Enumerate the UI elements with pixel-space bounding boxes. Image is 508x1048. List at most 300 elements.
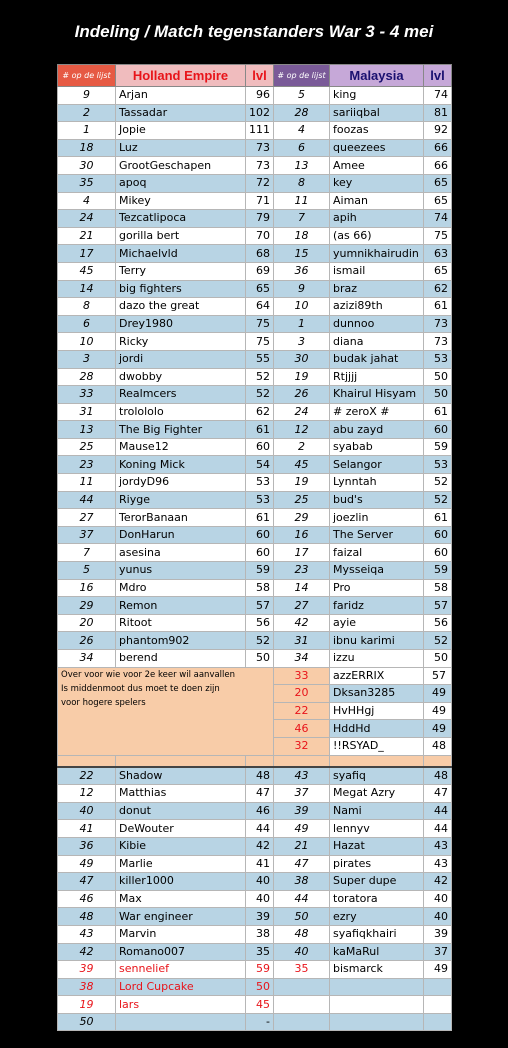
- table-row: [58, 491, 452, 509]
- level-holland: 35: [246, 943, 274, 961]
- gap-cell: [424, 755, 452, 767]
- player-holland: Tezcatlipoca: [116, 210, 246, 228]
- level-holland: 39: [246, 908, 274, 926]
- level-holland: 48: [246, 767, 274, 785]
- level-malaysia: 73: [424, 315, 452, 333]
- level-holland: 53: [246, 491, 274, 509]
- level-holland: 75: [246, 333, 274, 351]
- level-malaysia: 40: [424, 890, 452, 908]
- rank-right: 44: [274, 890, 330, 908]
- rank-left: 26: [58, 632, 116, 650]
- rank-left: 24: [58, 210, 116, 228]
- level-holland: 57: [246, 597, 274, 615]
- rank-right: 17: [274, 544, 330, 562]
- table-row: [58, 890, 452, 908]
- rank-right: 43: [274, 767, 330, 785]
- rank-right: 27: [274, 597, 330, 615]
- rank-right: 4: [274, 122, 330, 140]
- rank-right: 36: [274, 262, 330, 280]
- rank-right: 50: [274, 908, 330, 926]
- table-row: [58, 87, 452, 105]
- level-holland: 56: [246, 614, 274, 632]
- table-row: [58, 632, 452, 650]
- level-malaysia: 65: [424, 174, 452, 192]
- rank-right: 47: [274, 855, 330, 873]
- rank-right: 40: [274, 943, 330, 961]
- player-malaysia: Pro: [330, 579, 424, 597]
- rank-left: 3: [58, 350, 116, 368]
- player-malaysia: king: [330, 87, 424, 105]
- player-malaysia: izzu: [330, 650, 424, 668]
- gap-cell: [330, 755, 424, 767]
- table-row: [58, 767, 452, 785]
- level-malaysia: 74: [424, 210, 452, 228]
- level-holland: 41: [246, 855, 274, 873]
- rank-right: 24: [274, 403, 330, 421]
- player-holland: Terry: [116, 262, 246, 280]
- rank-right: [274, 1013, 330, 1031]
- level-malaysia: 62: [424, 280, 452, 298]
- table-row: [58, 1013, 452, 1031]
- player-malaysia: Megat Azry: [330, 785, 424, 803]
- gap-cell: [246, 755, 274, 767]
- player-malaysia: Aiman: [330, 192, 424, 210]
- level-holland: 54: [246, 456, 274, 474]
- player-holland: berend: [116, 650, 246, 668]
- player-malaysia: Khairul Hisyam: [330, 386, 424, 404]
- rank-left: 2: [58, 104, 116, 122]
- rank-right: 6: [274, 139, 330, 157]
- level-holland: 73: [246, 139, 274, 157]
- note-box: [58, 667, 274, 755]
- level-malaysia: 65: [424, 262, 452, 280]
- level-holland: 61: [246, 421, 274, 439]
- rank-left: 45: [58, 262, 116, 280]
- player-malaysia: ezry: [330, 908, 424, 926]
- rank-left: 9: [58, 87, 116, 105]
- player-malaysia: Amee: [330, 157, 424, 175]
- table-row: [58, 333, 452, 351]
- level-holland: 52: [246, 368, 274, 386]
- level-malaysia: 58: [424, 579, 452, 597]
- rank-left: 13: [58, 421, 116, 439]
- rank-right: 11: [274, 192, 330, 210]
- level-holland: 40: [246, 890, 274, 908]
- rank-right: 30: [274, 350, 330, 368]
- table-row: [58, 802, 452, 820]
- rank-right: 26: [274, 386, 330, 404]
- gap-cell: [116, 755, 246, 767]
- level-malaysia: 66: [424, 157, 452, 175]
- rank-left: 16: [58, 579, 116, 597]
- level-holland: 73: [246, 157, 274, 175]
- player-holland: jordyD96: [116, 474, 246, 492]
- table-row: [58, 438, 452, 456]
- player-malaysia: Mysseiqa: [330, 562, 424, 580]
- rank-left: 17: [58, 245, 116, 263]
- player-holland: dazo the great: [116, 298, 246, 316]
- player-malaysia: bismarck: [330, 961, 424, 979]
- spare-rank: 20: [274, 685, 330, 703]
- spare-rank: 46: [274, 720, 330, 738]
- note-line: Over voor wie voor 2e keer wil aanvallen: [61, 669, 236, 680]
- rank-header-right: # op de lijst: [274, 65, 330, 87]
- table-row: [58, 562, 452, 580]
- rank-right: 29: [274, 509, 330, 527]
- player-holland: Ritoot: [116, 614, 246, 632]
- level-holland: 68: [246, 245, 274, 263]
- player-malaysia: syafiqkhairi: [330, 925, 424, 943]
- player-malaysia: faizal: [330, 544, 424, 562]
- spare-player: !!RSYAD_: [330, 737, 424, 755]
- rank-right: 31: [274, 632, 330, 650]
- rank-right: 12: [274, 421, 330, 439]
- player-holland: DonHarun: [116, 526, 246, 544]
- level-malaysia: 50: [424, 650, 452, 668]
- player-malaysia: Nami: [330, 802, 424, 820]
- rank-left: 46: [58, 890, 116, 908]
- table-row: [58, 855, 452, 873]
- level-malaysia: 53: [424, 456, 452, 474]
- level-holland: 50: [246, 650, 274, 668]
- player-holland: Riyge: [116, 491, 246, 509]
- spare-level: 49: [424, 702, 452, 720]
- rank-left: 29: [58, 597, 116, 615]
- rank-left: 23: [58, 456, 116, 474]
- level-holland: 40: [246, 873, 274, 891]
- spare-rank: 33: [274, 667, 330, 685]
- rank-right: 1: [274, 315, 330, 333]
- player-malaysia: pirates: [330, 855, 424, 873]
- spare-rank: 22: [274, 702, 330, 720]
- level-malaysia: 57: [424, 597, 452, 615]
- level-holland: 75: [246, 315, 274, 333]
- rank-left: 8: [58, 298, 116, 316]
- player-holland: Kibie: [116, 837, 246, 855]
- level-malaysia: 49: [424, 961, 452, 979]
- level-malaysia: 73: [424, 333, 452, 351]
- player-malaysia: lennyv: [330, 820, 424, 838]
- rank-right: 39: [274, 802, 330, 820]
- rank-right: 19: [274, 368, 330, 386]
- player-holland: The Big Fighter: [116, 421, 246, 439]
- section-gap: [58, 755, 452, 767]
- war-match-table: [57, 64, 452, 1031]
- level-holland: 59: [246, 961, 274, 979]
- rank-right: 19: [274, 474, 330, 492]
- player-malaysia: kaMaRul: [330, 943, 424, 961]
- spare-level: 49: [424, 685, 452, 703]
- level-holland: 47: [246, 785, 274, 803]
- rank-right: 9: [274, 280, 330, 298]
- player-holland: gorilla bert: [116, 227, 246, 245]
- level-malaysia: 47: [424, 785, 452, 803]
- level-malaysia: 44: [424, 802, 452, 820]
- player-malaysia: bud's: [330, 491, 424, 509]
- table-row: [58, 925, 452, 943]
- level-malaysia: [424, 978, 452, 996]
- table-row: [58, 280, 452, 298]
- level-malaysia: 59: [424, 562, 452, 580]
- level-malaysia: 48: [424, 767, 452, 785]
- level-holland: 96: [246, 87, 274, 105]
- rank-right: 42: [274, 614, 330, 632]
- player-holland: Remon: [116, 597, 246, 615]
- player-malaysia: foozas: [330, 122, 424, 140]
- rank-right: 23: [274, 562, 330, 580]
- level-malaysia: 43: [424, 837, 452, 855]
- level-malaysia: 60: [424, 421, 452, 439]
- level-malaysia: 56: [424, 614, 452, 632]
- rank-right: 21: [274, 837, 330, 855]
- player-malaysia: budak jahat: [330, 350, 424, 368]
- spare-player: Dksan3285: [330, 685, 424, 703]
- gap-cell: [58, 755, 116, 767]
- rank-left: 5: [58, 562, 116, 580]
- level-malaysia: 81: [424, 104, 452, 122]
- player-malaysia: faridz: [330, 597, 424, 615]
- rank-left: 18: [58, 139, 116, 157]
- player-holland: Max: [116, 890, 246, 908]
- table-row: [58, 350, 452, 368]
- level-holland: 60: [246, 438, 274, 456]
- player-holland: Marlie: [116, 855, 246, 873]
- player-malaysia: [330, 996, 424, 1014]
- rank-left: 33: [58, 386, 116, 404]
- player-holland: GrootGeschapen: [116, 157, 246, 175]
- spare-player: HvHHgj: [330, 702, 424, 720]
- table-row: [58, 509, 452, 527]
- player-holland: asesina: [116, 544, 246, 562]
- page-title: Indeling / Match tegenstanders War 3 - 4 mei: [74, 22, 434, 41]
- level-holland: 61: [246, 509, 274, 527]
- table-row: [58, 403, 452, 421]
- player-malaysia: ayie: [330, 614, 424, 632]
- rank-right: 37: [274, 785, 330, 803]
- player-malaysia: abu zayd: [330, 421, 424, 439]
- rank-left: 21: [58, 227, 116, 245]
- table-row: [58, 597, 452, 615]
- table-row: [58, 245, 452, 263]
- rank-right: 14: [274, 579, 330, 597]
- table-row: [58, 421, 452, 439]
- player-holland: dwobby: [116, 368, 246, 386]
- table-row: [58, 157, 452, 175]
- player-holland: [116, 1013, 246, 1031]
- player-malaysia: apih: [330, 210, 424, 228]
- rank-left: 31: [58, 403, 116, 421]
- player-malaysia: Rtjjjj: [330, 368, 424, 386]
- level-malaysia: 37: [424, 943, 452, 961]
- player-holland: lars: [116, 996, 246, 1014]
- spare-rank: 32: [274, 737, 330, 755]
- table-row: [58, 873, 452, 891]
- player-holland: trolololo: [116, 403, 246, 421]
- spare-row: [58, 667, 452, 685]
- rank-right: 49: [274, 820, 330, 838]
- rank-left: 30: [58, 157, 116, 175]
- level-holland: 53: [246, 474, 274, 492]
- player-holland: phantom902: [116, 632, 246, 650]
- level-malaysia: 61: [424, 298, 452, 316]
- table-row: [58, 456, 452, 474]
- player-malaysia: diana: [330, 333, 424, 351]
- rank-right: 2: [274, 438, 330, 456]
- player-holland: Realmcers: [116, 386, 246, 404]
- rank-right: 16: [274, 526, 330, 544]
- rank-right: 8: [274, 174, 330, 192]
- rank-left: 19: [58, 996, 116, 1014]
- player-malaysia: Selangor: [330, 456, 424, 474]
- player-malaysia: [330, 1013, 424, 1031]
- player-holland: Romano007: [116, 943, 246, 961]
- rank-left: 49: [58, 855, 116, 873]
- gap-cell: [274, 755, 330, 767]
- player-malaysia: (as 66): [330, 227, 424, 245]
- rank-left: 27: [58, 509, 116, 527]
- team-holland-empire-header: Holland Empire: [116, 65, 246, 87]
- player-holland: donut: [116, 802, 246, 820]
- level-malaysia: 50: [424, 368, 452, 386]
- player-holland: Arjan: [116, 87, 246, 105]
- rank-left: 28: [58, 368, 116, 386]
- level-holland: 69: [246, 262, 274, 280]
- rank-right: [274, 996, 330, 1014]
- rank-right: 28: [274, 104, 330, 122]
- rank-right: 13: [274, 157, 330, 175]
- level-malaysia: 61: [424, 509, 452, 527]
- spare-player: azzERRIX: [330, 667, 424, 685]
- player-malaysia: Super dupe: [330, 873, 424, 891]
- level-holland: 60: [246, 526, 274, 544]
- table-row: [58, 961, 452, 979]
- level-holland: 52: [246, 632, 274, 650]
- player-malaysia: sariiqbal: [330, 104, 424, 122]
- level-holland: 44: [246, 820, 274, 838]
- rank-right: [274, 978, 330, 996]
- table-row: [58, 785, 452, 803]
- rank-left: 35: [58, 174, 116, 192]
- rank-right: 15: [274, 245, 330, 263]
- rank-right: 3: [274, 333, 330, 351]
- player-malaysia: key: [330, 174, 424, 192]
- level-malaysia: 75: [424, 227, 452, 245]
- player-holland: Mause12: [116, 438, 246, 456]
- note-line: Is middenmoot dus moet te doen zijn: [61, 683, 220, 694]
- rank-left: 20: [58, 614, 116, 632]
- level-holland: 71: [246, 192, 274, 210]
- level-malaysia: 52: [424, 474, 452, 492]
- level-holland: 65: [246, 280, 274, 298]
- lvl-header-right: lvl: [424, 65, 452, 87]
- rank-header-left: # op de lijst: [58, 65, 116, 87]
- level-holland: 102: [246, 104, 274, 122]
- table-row: [58, 122, 452, 140]
- player-holland: Michaelvld: [116, 245, 246, 263]
- table-row: [58, 614, 452, 632]
- table-row: [58, 978, 452, 996]
- team-malaysia-header: Malaysia: [330, 65, 424, 87]
- table-row: [58, 526, 452, 544]
- note-line: voor hogere spelers: [61, 697, 146, 708]
- table-row: [58, 210, 452, 228]
- level-holland: 52: [246, 386, 274, 404]
- level-malaysia: 59: [424, 438, 452, 456]
- rank-left: 22: [58, 767, 116, 785]
- player-malaysia: toratora: [330, 890, 424, 908]
- player-holland: Mikey: [116, 192, 246, 210]
- player-holland: War engineer: [116, 908, 246, 926]
- player-holland: yunus: [116, 562, 246, 580]
- rank-left: 34: [58, 650, 116, 668]
- player-holland: Shadow: [116, 767, 246, 785]
- rank-right: 45: [274, 456, 330, 474]
- level-malaysia: 74: [424, 87, 452, 105]
- player-holland: Tassadar: [116, 104, 246, 122]
- table-row: [58, 298, 452, 316]
- level-holland: 59: [246, 562, 274, 580]
- level-malaysia: 52: [424, 632, 452, 650]
- level-holland: 55: [246, 350, 274, 368]
- rank-left: 43: [58, 925, 116, 943]
- rank-right: 18: [274, 227, 330, 245]
- player-holland: Jopie: [116, 122, 246, 140]
- table-row: [58, 315, 452, 333]
- level-holland: 62: [246, 403, 274, 421]
- level-malaysia: 40: [424, 908, 452, 926]
- level-malaysia: 43: [424, 855, 452, 873]
- level-malaysia: 60: [424, 526, 452, 544]
- player-holland: Ricky: [116, 333, 246, 351]
- table-row: [58, 227, 452, 245]
- level-holland: 46: [246, 802, 274, 820]
- player-holland: jordi: [116, 350, 246, 368]
- rank-left: 14: [58, 280, 116, 298]
- rank-left: 37: [58, 526, 116, 544]
- rank-left: 47: [58, 873, 116, 891]
- level-malaysia: [424, 996, 452, 1014]
- level-holland: 45: [246, 996, 274, 1014]
- player-malaysia: dunnoo: [330, 315, 424, 333]
- level-holland: 42: [246, 837, 274, 855]
- rank-right: 48: [274, 925, 330, 943]
- level-malaysia: 60: [424, 544, 452, 562]
- rank-left: 41: [58, 820, 116, 838]
- rank-left: 50: [58, 1013, 116, 1031]
- player-malaysia: ibnu karimi: [330, 632, 424, 650]
- player-malaysia: Hazat: [330, 837, 424, 855]
- table-row: [58, 386, 452, 404]
- player-holland: killer1000: [116, 873, 246, 891]
- table-row: [58, 837, 452, 855]
- player-holland: Luz: [116, 139, 246, 157]
- spare-level: 48: [424, 737, 452, 755]
- player-holland: Koning Mick: [116, 456, 246, 474]
- table-row: [58, 650, 452, 668]
- rank-right: 25: [274, 491, 330, 509]
- spare-level: 49: [424, 720, 452, 738]
- rank-left: 12: [58, 785, 116, 803]
- player-malaysia: joezlin: [330, 509, 424, 527]
- header-row: [58, 65, 452, 87]
- table-body: [58, 65, 452, 1031]
- rank-right: 10: [274, 298, 330, 316]
- level-malaysia: 63: [424, 245, 452, 263]
- level-malaysia: 65: [424, 192, 452, 210]
- player-holland: Drey1980: [116, 315, 246, 333]
- rank-left: 4: [58, 192, 116, 210]
- rank-left: 36: [58, 837, 116, 855]
